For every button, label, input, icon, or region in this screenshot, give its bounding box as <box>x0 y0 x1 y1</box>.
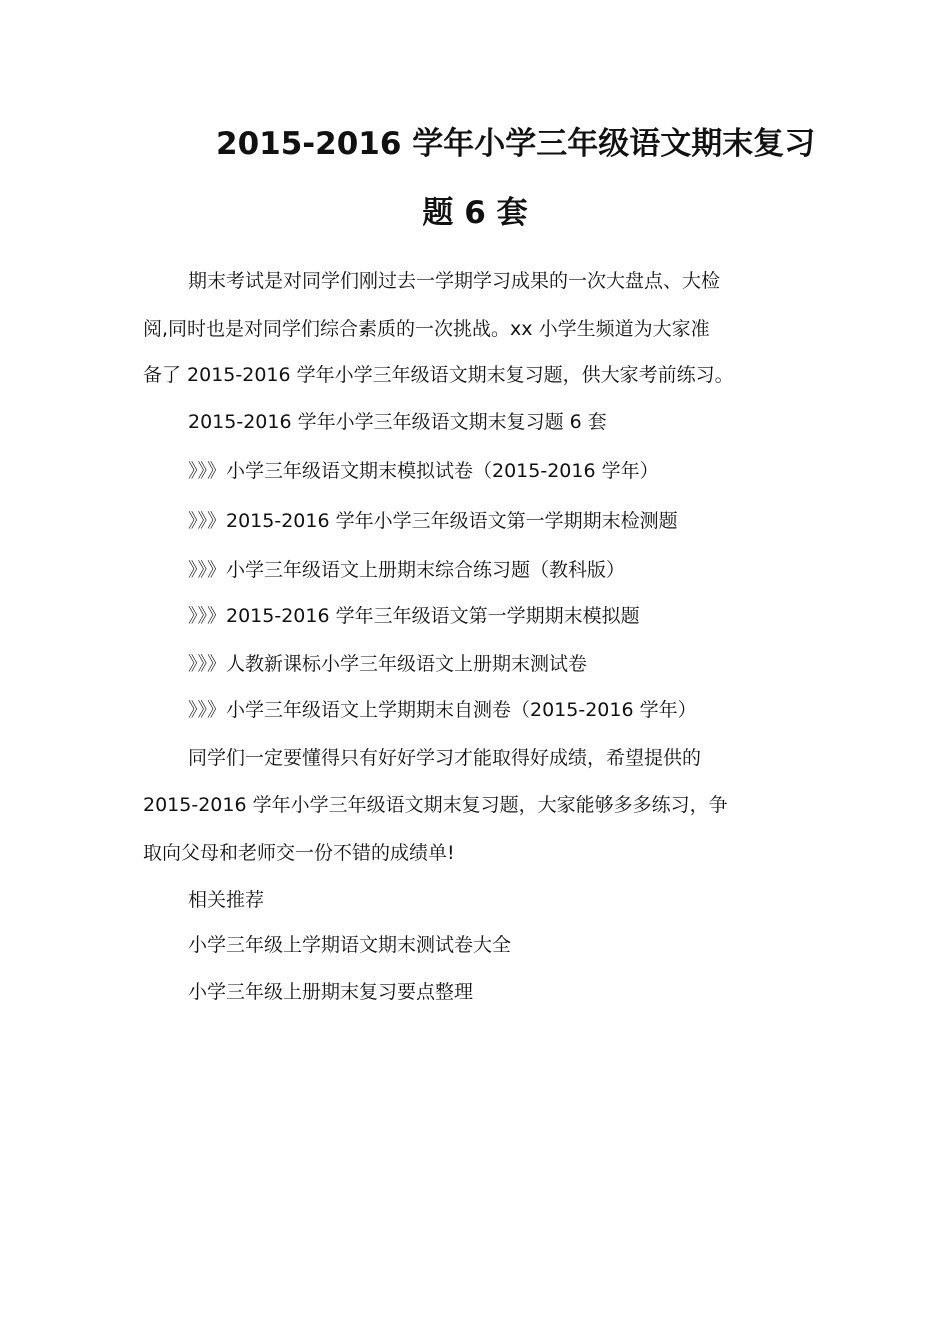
link-item-2[interactable]: 》》》2015-2016 学年小学三年级语文第一学期期末检测题 <box>188 510 678 532</box>
intro-line-3: 备了 2015-2016 学年小学三年级语文期末复习题，供大家考前练习。 <box>143 364 734 386</box>
document-title-line-1: 2015-2016 学年小学三年级语文期末复习 <box>216 126 816 162</box>
link-item-6[interactable]: 》》》小学三年级语文上学期期末自测卷（2015-2016 学年） <box>188 699 697 721</box>
link-item-1[interactable]: 》》》小学三年级语文期末模拟试卷（2015-2016 学年） <box>188 460 659 482</box>
closing-line-1: 同学们一定要懂得只有好好学习才能取得好成绩，希望提供的 <box>188 747 702 769</box>
closing-line-3: 取向父母和老师交一份不错的成绩单! <box>143 842 455 864</box>
document-title-line-2: 题 6 套 <box>422 195 528 231</box>
intro-line-2: 阅,同时也是对同学们综合素质的一次挑战。xx 小学生频道为大家准 <box>143 318 710 340</box>
set-title: 2015-2016 学年小学三年级语文期末复习题 6 套 <box>188 411 607 433</box>
closing-line-2: 2015-2016 学年小学三年级语文期末复习题，大家能够多多练习，争 <box>143 794 728 816</box>
link-item-4[interactable]: 》》》2015-2016 学年三年级语文第一学期期末模拟题 <box>188 605 640 627</box>
related-item-1[interactable]: 小学三年级上学期语文期末测试卷大全 <box>188 934 512 956</box>
intro-line-1: 期末考试是对同学们刚过去一学期学习成果的一次大盘点、大检 <box>188 270 721 292</box>
link-item-5[interactable]: 》》》人教新课标小学三年级语文上册期末测试卷 <box>188 653 588 675</box>
related-item-2[interactable]: 小学三年级上册期末复习要点整理 <box>188 981 474 1003</box>
related-heading: 相关推荐 <box>188 889 265 911</box>
link-item-3[interactable]: 》》》小学三年级语文上册期末综合练习题（教科版） <box>188 559 626 581</box>
